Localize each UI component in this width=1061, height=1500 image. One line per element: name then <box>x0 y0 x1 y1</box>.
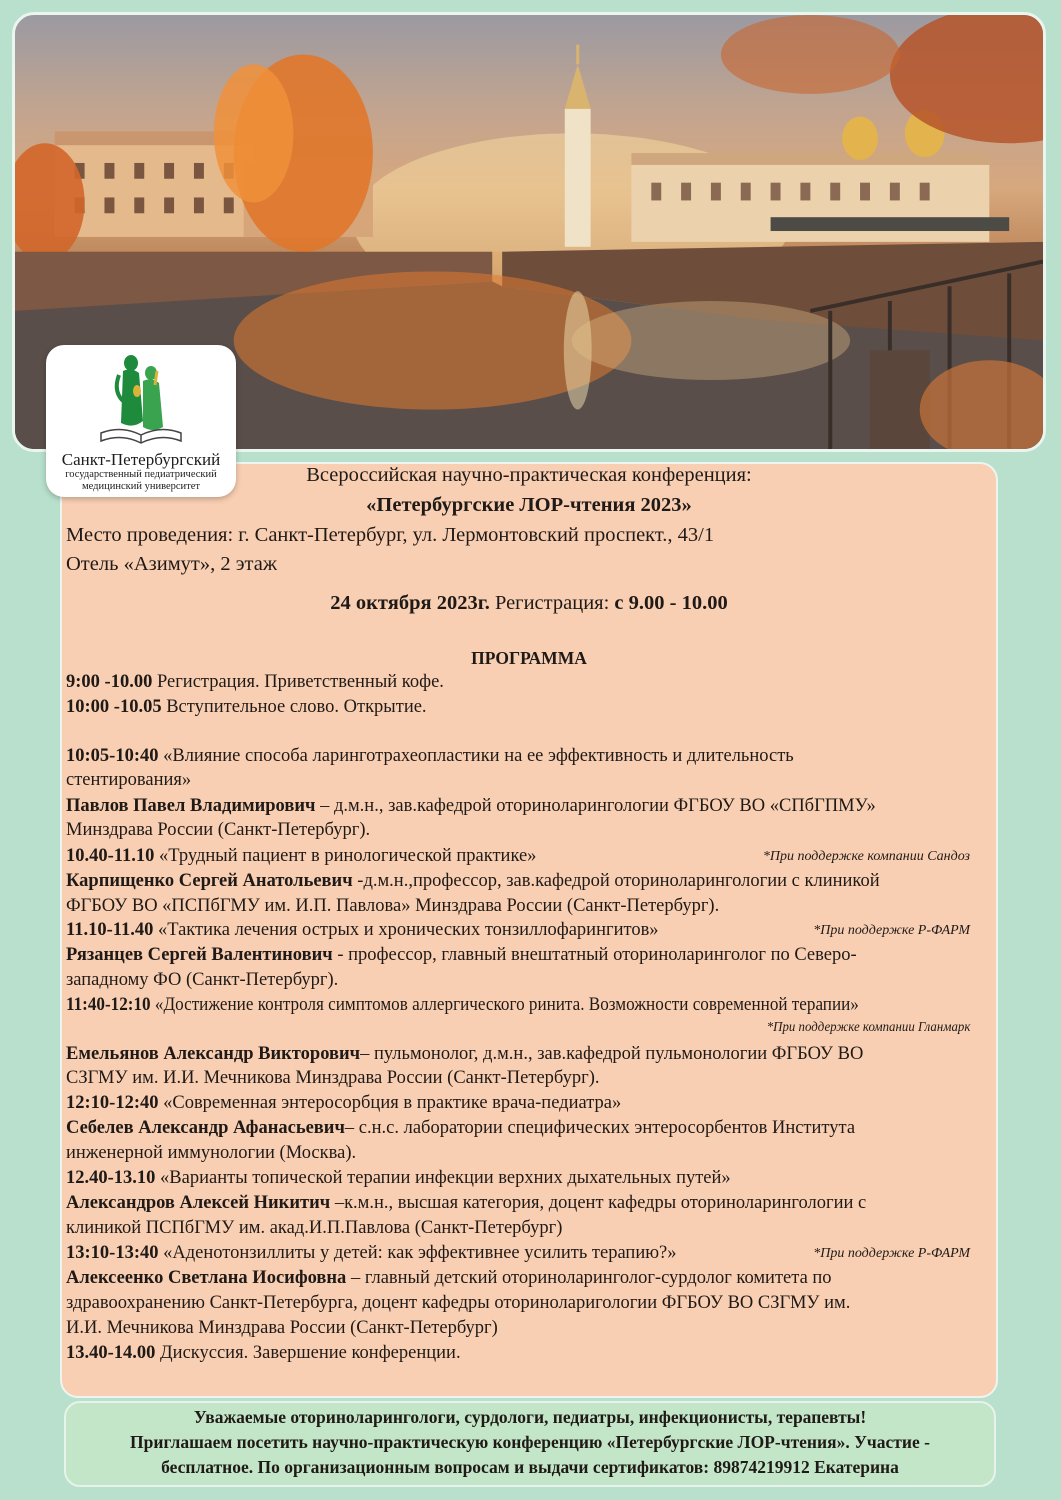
program-text: здравоохранению Санкт-Петербурга, доцент кафедры оториноларигологии ФГБОУ ВО СЗГМУ им. <box>66 1293 851 1313</box>
footer-line1: Уважаемые оториноларингологи, сурдологи, педиатры, инфекционисты, терапевты! <box>193 1407 867 1427</box>
program-time: Карпищенко Сергей Анатольевич <box>66 871 353 891</box>
program-time: 11:40-12:10 <box>66 995 151 1015</box>
program-text: – с.н.с. лаборатории специфических энтеросорбентов Института <box>344 1118 856 1138</box>
program-time: 12:10-12:40 <box>66 1093 159 1113</box>
program-text: «Варианты топической терапии инфекции верхних дыхательных путей» <box>155 1168 731 1188</box>
program-line <box>66 1118 855 1139</box>
program-time: 12.40-13.10 <box>66 1168 156 1188</box>
program-time: 9:00 -10.00 <box>66 672 153 692</box>
program-line <box>66 1343 461 1364</box>
footer-line3: бесплатное. По организационным вопросам и выдачи сертификатов: 89874219912 Екатерина <box>161 1457 899 1477</box>
program-line <box>66 1093 621 1114</box>
venue-line2: Отель «Азимут», 2 этаж <box>66 553 278 575</box>
program-line <box>66 920 659 941</box>
program-text: – главный детский оториноларинголог-сурдолог комитета по <box>346 1268 832 1288</box>
program-text: инженерной иммунологии (Москва). <box>66 1143 357 1163</box>
logo-title: Санкт-Петербургский <box>61 450 221 469</box>
program-time: 13:10-13:40 <box>66 1243 159 1263</box>
program-line <box>66 1218 562 1239</box>
program-line <box>66 1168 731 1189</box>
program-line <box>66 896 719 917</box>
program-panel <box>60 462 998 1398</box>
conference-name: «Петербургские ЛОР-чтения 2023» <box>366 494 692 516</box>
program-text: СЗГМУ им. И.И. Мечникова Минздрава России (Санкт-Петербург). <box>66 1068 600 1088</box>
program-text: «Тактика лечения острых и хронических тонзиллофарингитов» <box>153 920 659 940</box>
program-time: 10:00 -10.05 <box>66 697 162 717</box>
program-line <box>66 697 427 718</box>
program-line <box>66 871 880 892</box>
program-text: стентирования» <box>66 770 192 790</box>
program-line <box>66 846 536 867</box>
date-line <box>62 592 996 615</box>
invitation-footer <box>64 1401 996 1487</box>
program-text: Вступительное слово. Открытие. <box>161 697 427 717</box>
program-line <box>66 672 444 693</box>
program-line <box>66 1268 832 1289</box>
program-text: И.И. Мечникова Минздрава России (Санкт-Петербург) <box>66 1318 498 1338</box>
conference-type: Всероссийская научно-практическая конференция: <box>306 464 752 486</box>
program-text: «Аденотонзиллиты у детей: как эффективнее усилить терапию?» <box>158 1243 677 1263</box>
program-time: Емельянов Александр Викторович <box>66 1044 361 1064</box>
program-text: - профессор, главный внештатный оториноларинголог по Северо- <box>332 945 857 965</box>
program-text: – пульмонолог, д.м.н., зав.кафедрой пульмонологии ФГБОУ ВО <box>360 1044 864 1064</box>
program-line <box>66 995 859 1016</box>
registration-time: с 9.00 - 10.00 <box>614 592 728 614</box>
program-text: Дискуссия. Завершение конференции. <box>155 1343 461 1363</box>
program-line <box>66 970 338 991</box>
program-line <box>66 1293 850 1314</box>
program-line <box>66 796 876 817</box>
program-time: 13.40-14.00 <box>66 1343 156 1363</box>
program-text: «Трудный пациент в ринологической практике» <box>154 846 537 866</box>
program-text: клиникой ПСПбГМУ им. акад.И.П.Павлова (Санкт-Петербург) <box>66 1218 563 1238</box>
program-text: «Влияние способа ларинготрахеопластики на ее эффективность и длительность <box>158 746 794 766</box>
program-time: 10:05-10:40 <box>66 746 159 766</box>
program-text: Минздрава России (Санкт-Петербург). <box>66 820 371 840</box>
venue-line1: Место проведения: г. Санкт-Петербург, ул. Лермонтовский проспект., 43/1 <box>66 524 715 546</box>
logo-subtitle-line1: государственный педиатрический <box>65 469 217 480</box>
program-line <box>66 1193 866 1214</box>
program-time: Алексеенко Светлана Иосифовна <box>66 1268 347 1288</box>
registration-label: Регистрация: <box>494 592 610 614</box>
footer-line2: Приглашаем посетить научно-практическую конференцию «Петербургские ЛОР-чтения». Участие - <box>130 1432 930 1452</box>
program-heading: ПРОГРАММА <box>471 648 587 668</box>
program-text: «Достижение контроля симптомов аллергического ринита. Возможности современной терапии» <box>150 995 859 1015</box>
sponsor-note: *При поддержке компании Сандоз <box>762 849 970 864</box>
sponsor-note: *При поддержке Р-ФАРМ <box>813 923 970 938</box>
program-time: Себелев Александр Афанасьевич <box>66 1118 345 1138</box>
program-time: Рязанцев Сергей Валентинович <box>66 945 333 965</box>
program-text: «Современная энтеросорбция в практике врача-педиатра» <box>158 1093 622 1113</box>
program-time: Павлов Павел Владимирович <box>66 796 316 816</box>
program-line <box>66 820 370 841</box>
program-time: 10.40-11.10 <box>66 846 155 866</box>
program-line <box>66 1243 677 1264</box>
university-emblem-icon <box>93 351 189 449</box>
program-text: -д.м.н.,профессор, зав.кафедрой оториноларингологии с клиникой <box>352 871 880 891</box>
program-line <box>66 1318 498 1339</box>
logo-subtitle-line2: медицинский университет <box>81 480 201 492</box>
program-line <box>66 770 191 791</box>
sponsor-note: *При поддержке компании Гланмарк <box>766 1020 970 1035</box>
program-line <box>66 1044 863 1065</box>
conference-date: 24 октября 2023г. <box>330 592 490 614</box>
program-line <box>66 945 857 966</box>
university-logo <box>46 345 236 497</box>
program-text: –к.м.н., высшая категория, доцент кафедры оториноларингологии с <box>330 1193 867 1213</box>
program-text: Регистрация. Приветственный кофе. <box>152 672 444 692</box>
program-line <box>66 1068 599 1089</box>
program-line <box>66 746 794 767</box>
program-line <box>66 1143 356 1164</box>
sponsor-note: *При поддержке Р-ФАРМ <box>813 1246 970 1261</box>
program-text: ФГБОУ ВО «ПСПбГМУ им. И.П. Павлова» Минздрава России (Санкт-Петербург). <box>66 896 720 916</box>
program-text: – д.м.н., зав.кафедрой оториноларингологии ФГБОУ ВО «СПбГПМУ» <box>315 796 876 816</box>
program-time: Александров Алексей Никитич <box>66 1193 331 1213</box>
program-time: 11.10-11.40 <box>66 920 154 940</box>
program-text: западному ФО (Санкт-Петербург). <box>66 970 339 990</box>
